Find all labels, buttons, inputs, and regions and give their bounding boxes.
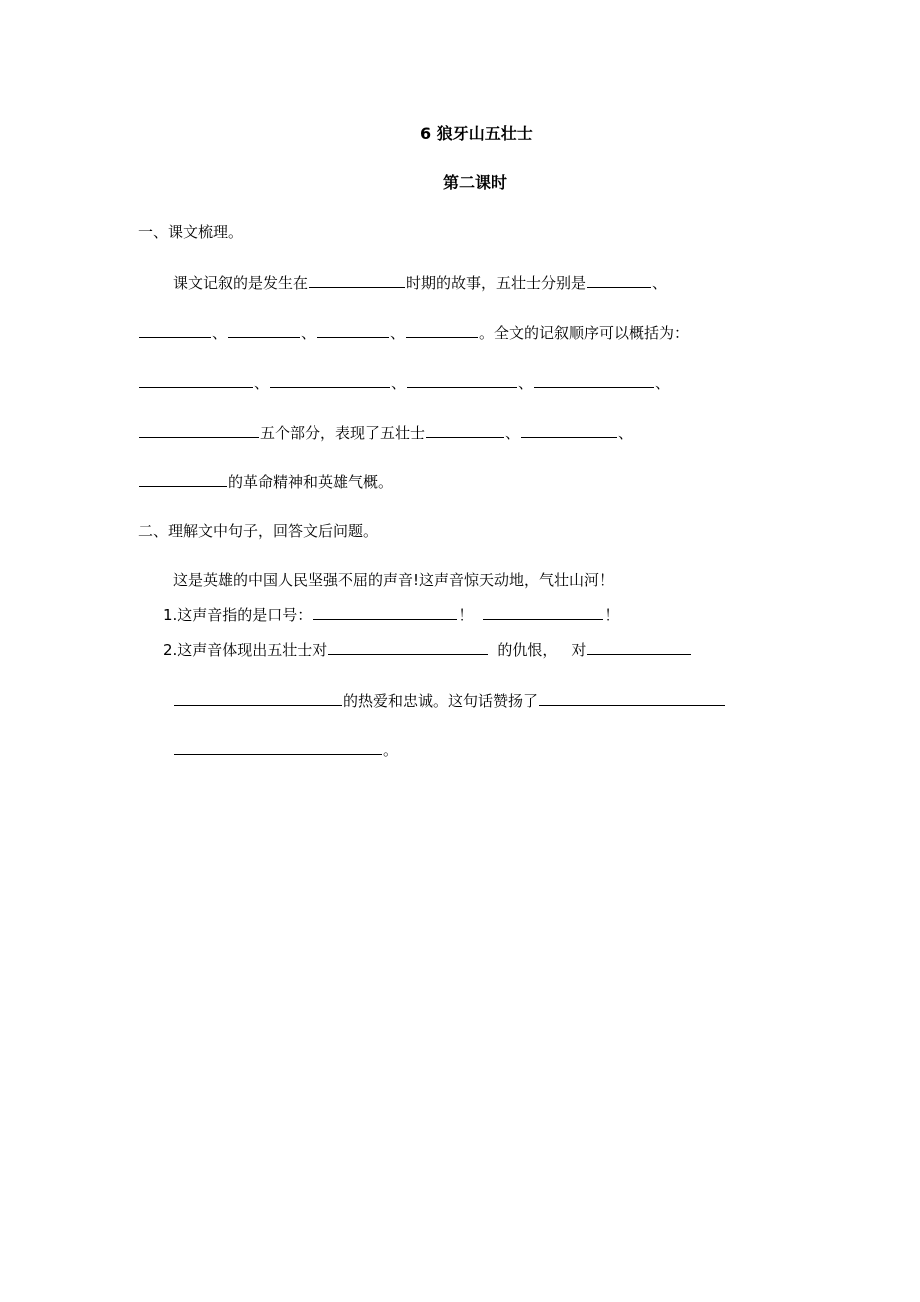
question-2-line-3: [173, 739, 398, 760]
question-2-text-c: 对: [571, 641, 587, 659]
blank-love-target-a[interactable]: [587, 639, 691, 655]
blank-soldier-4[interactable]: [317, 322, 389, 338]
blank-soldier-1[interactable]: [587, 272, 651, 288]
s1-line-2-end: 。全文的记叙顺序可以概括为：: [479, 324, 690, 342]
s1-line-5-text: 的革命精神和英雄气概。: [228, 473, 394, 491]
blank-part-3[interactable]: [407, 372, 517, 388]
separator: 、: [390, 324, 406, 342]
period: 。: [383, 741, 399, 759]
blank-part-5[interactable]: [139, 422, 259, 438]
s1-line-1: [173, 272, 667, 293]
blank-love-target-b[interactable]: [174, 690, 342, 706]
blank-era[interactable]: [309, 272, 405, 288]
blank-soldier-2[interactable]: [139, 322, 211, 338]
question-2-text-b: 的仇恨，: [497, 641, 558, 659]
question-1-text: 1.这声音指的是口号：: [163, 606, 313, 624]
blank-part-4[interactable]: [534, 372, 654, 388]
question-2: [163, 639, 692, 660]
blank-slogan-2[interactable]: [483, 604, 603, 620]
question-2-line-2: [173, 690, 726, 711]
s1-line-1-text-a: 课文记叙的是发生在: [173, 274, 309, 292]
blank-soldier-5[interactable]: [406, 322, 478, 338]
exclamation: ！: [604, 606, 620, 624]
blank-slogan-1[interactable]: [313, 604, 457, 620]
blank-part-2[interactable]: [270, 372, 390, 388]
s1-line-5: [138, 471, 393, 492]
s1-line-4: [138, 422, 633, 443]
s1-line-3: [138, 372, 670, 393]
separator: 、: [254, 374, 270, 392]
blank-quality-2[interactable]: [521, 422, 617, 438]
blank-praise-a[interactable]: [539, 690, 725, 706]
s1-line-2: [138, 322, 689, 343]
s1-line-1-text-c: 、: [652, 274, 668, 292]
separator: 、: [518, 374, 534, 392]
quoted-sentence: 这是英雄的中国人民坚强不屈的声音!这声音惊天动地，气壮山河！: [173, 571, 615, 589]
blank-quality-1[interactable]: [426, 422, 504, 438]
blank-soldier-3[interactable]: [228, 322, 300, 338]
s1-line-1-text-b: 时期的故事，五壮士分别是: [406, 274, 587, 292]
page-title: 6 狼牙山五壮士: [420, 124, 533, 143]
blank-praise-b[interactable]: [174, 739, 382, 755]
question-1: [163, 604, 619, 625]
exclamation: ！: [458, 606, 474, 624]
lesson-subtitle: 第二课时: [443, 173, 508, 192]
separator: 、: [618, 424, 634, 442]
question-2-text-a: 2.这声音体现出五壮士对: [163, 641, 328, 659]
separator: 、: [212, 324, 228, 342]
question-2-line-2-text: 的热爱和忠诚。这句话赞扬了: [343, 692, 539, 710]
s1-line-4-text-a: 五个部分，表现了五壮士: [260, 424, 426, 442]
separator: 、: [655, 374, 671, 392]
section-2-heading: 二、理解文中句子，回答文后问题。: [138, 522, 379, 540]
blank-hatred-target[interactable]: [328, 639, 488, 655]
blank-quality-3[interactable]: [139, 471, 227, 487]
section-1-heading: 一、课文梳理。: [138, 223, 244, 241]
separator: 、: [301, 324, 317, 342]
blank-part-1[interactable]: [139, 372, 253, 388]
separator: 、: [391, 374, 407, 392]
separator: 、: [505, 424, 521, 442]
